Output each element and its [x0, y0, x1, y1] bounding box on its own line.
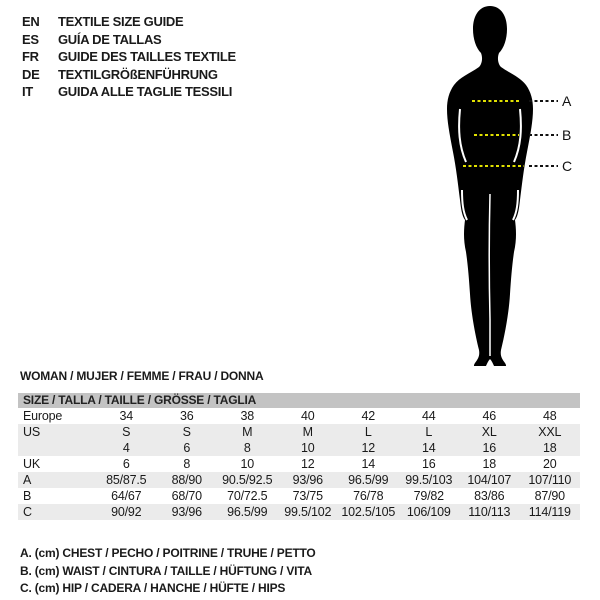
marker-label-c: C [562, 158, 573, 174]
language-code: DE [22, 66, 40, 82]
waist-measure-line [474, 134, 519, 136]
language-row-es [22, 31, 236, 49]
hip-measure-line [463, 165, 524, 167]
size-row-label [18, 440, 96, 456]
size-row-label: A [23, 473, 32, 487]
size-cell: 6 [122, 457, 130, 471]
marker-label-b: B [562, 127, 572, 143]
size-cell: 93/96 [292, 473, 323, 487]
size-row-label: C [23, 505, 32, 519]
language-code: FR [22, 49, 39, 64]
size-cell: 107/110 [528, 473, 572, 487]
size-cell: M [302, 425, 313, 439]
waist-pointer-line [529, 134, 558, 136]
size-cell: 8 [243, 441, 251, 455]
size-cell: 10 [300, 441, 315, 455]
size-cell: 99.5/102 [284, 505, 332, 519]
size-row-label: B [23, 489, 32, 503]
language-row-fr [22, 48, 236, 66]
language-code: EN [22, 14, 40, 29]
language-row-it [22, 83, 236, 101]
size-cell: 18 [542, 441, 557, 455]
hip-pointer-line [529, 165, 558, 167]
size-row-label: Europe [23, 409, 63, 423]
marker-label-a: A [562, 93, 572, 109]
size-cell: 87/90 [534, 489, 565, 503]
size-cell: 90/92 [111, 505, 142, 519]
size-cell: 18 [482, 457, 496, 471]
size-cell: M [242, 425, 253, 439]
size-cell: L [425, 425, 433, 439]
size-cell: 96.5/99 [227, 505, 268, 519]
size-cell: 110/113 [468, 505, 511, 519]
size-table-row [18, 440, 580, 456]
size-cell: 73/75 [292, 489, 323, 503]
size-cell: 16 [482, 441, 496, 455]
size-cell: 102.5/105 [341, 505, 396, 519]
size-table-row [18, 504, 580, 520]
language-list [22, 13, 236, 101]
language-row-en [22, 13, 236, 31]
size-table-header: SIZE / TALLA / TAILLE / GRÖSSE / TAGLIA [18, 393, 580, 408]
size-cell: S [182, 425, 191, 439]
size-cell: 88/90 [171, 473, 202, 487]
size-row-label: US [23, 425, 40, 439]
size-cell: 76/78 [353, 489, 384, 503]
size-cell: 42 [361, 409, 375, 423]
size-cell: 104/107 [467, 473, 512, 487]
size-cell: 34 [119, 409, 133, 423]
size-cell: 83/86 [474, 489, 505, 503]
legend-line-hip: C. (cm) HIP / CADERA / HANCHE / HÜFTE / HIPS [20, 581, 286, 595]
size-cell: 12 [300, 457, 315, 471]
language-title: GUIDE DES TAILLES TEXTILE [58, 49, 236, 64]
size-table-row [18, 424, 580, 440]
language-title: GUÍA DE TALLAS [58, 31, 162, 47]
size-cell: 93/96 [171, 505, 202, 519]
size-table-row [18, 456, 580, 472]
size-cell: 106/109 [406, 505, 451, 519]
size-cell: 38 [240, 409, 254, 423]
size-cell: 20 [542, 457, 557, 471]
measurement-legend [20, 545, 316, 598]
size-cell: 8 [183, 457, 191, 471]
size-table-row [18, 408, 580, 424]
size-cell: 10 [240, 457, 254, 471]
size-cell: 14 [421, 441, 436, 455]
size-cell: L [364, 425, 372, 439]
size-table-row [18, 472, 580, 488]
size-cell: 79/82 [413, 489, 444, 503]
size-table-row [18, 488, 580, 504]
language-code: IT [22, 84, 33, 99]
language-title: GUIDA ALLE TAGLIE TESSILI [58, 84, 233, 99]
size-cell: 114/119 [528, 505, 571, 519]
size-cell: 4 [122, 441, 130, 455]
size-cell: 12 [361, 441, 375, 455]
size-table [18, 393, 580, 520]
size-cell: XL [481, 425, 497, 439]
section-title: WOMAN / MUJER / FEMME / FRAU / DONNA [20, 369, 264, 383]
size-cell: 44 [421, 409, 436, 423]
size-table-body [18, 408, 580, 520]
size-row-label: UK [23, 457, 40, 471]
size-cell: 68/70 [171, 489, 202, 503]
size-cell: 16 [421, 457, 436, 471]
woman-silhouette-icon [412, 4, 568, 366]
size-cell: 96.5/99 [348, 473, 389, 487]
size-cell: 64/67 [111, 489, 142, 503]
language-code: ES [22, 31, 39, 47]
chest-measure-line [472, 100, 521, 102]
language-title: TEXTILE SIZE GUIDE [58, 14, 184, 29]
size-cell: 99.5/103 [405, 473, 453, 487]
size-cell: 6 [183, 441, 191, 455]
size-cell: 14 [361, 457, 375, 471]
language-title: TEXTILGRÖßENFÜHRUNG [58, 66, 218, 82]
size-cell: 40 [300, 409, 315, 423]
size-cell: 90.5/92.5 [222, 473, 273, 487]
language-row-de [22, 66, 236, 84]
legend-line-chest: A. (cm) CHEST / PECHO / POITRINE / TRUHE / PETTO [20, 546, 316, 560]
size-cell: 70/72.5 [227, 489, 268, 503]
size-cell: S [122, 425, 131, 439]
size-cell: 85/87.5 [106, 473, 147, 487]
size-cell: 46 [482, 409, 496, 423]
legend-line-waist: B. (cm) WAIST / CINTURA / TAILLE / HÜFTUNG / VITA [20, 563, 312, 578]
size-cell: 36 [179, 409, 194, 423]
size-cell: XXL [538, 425, 562, 439]
size-cell: 48 [542, 409, 557, 423]
chest-pointer-line [529, 100, 558, 102]
